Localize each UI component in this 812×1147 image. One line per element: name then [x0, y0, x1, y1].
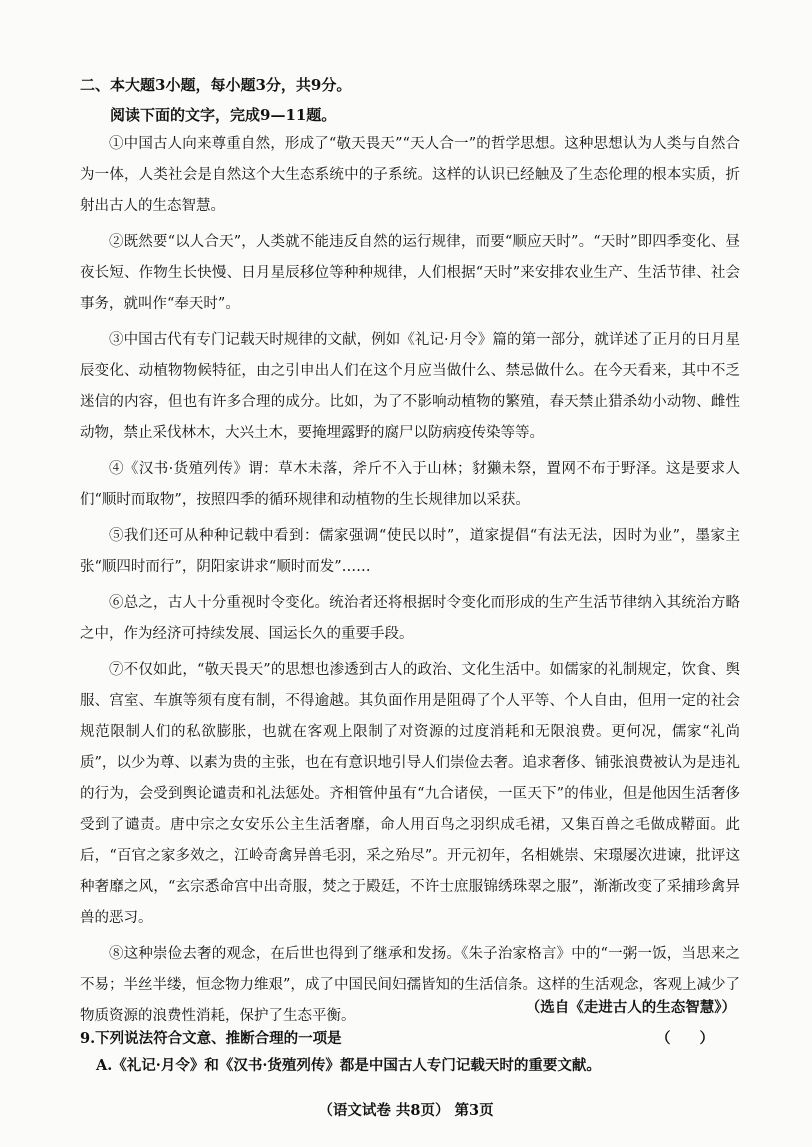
paragraph-8: ⑧这种崇俭去奢的观念，在后世也得到了继承和发扬。《朱子治家格言》中的“一粥一饭，当思来之不易；半丝半缕，恒念物力维艰”，成了中国民间妇孺皆知的生活信条。这样的生活观念，客观上减少了物质资源的浪费性消耗，保护了生态平衡。	[80, 946, 740, 1024]
option-a: A.《礼记·月令》和《汉书·货殖列传》都是中国古人专门记载天时的重要文献。	[96, 1057, 601, 1074]
paragraph-2: ②既然要“以人合天”，人类就不能违反自然的运行规律，而要“顺应天时”。“天时”即四季变化、昼夜长短、作物生长快慢、日月星辰移位等种种规律，人们根据“天时”来安排农业生产、生活节律、社会事务，就叫作“奉天时”。	[80, 234, 740, 312]
answer-blank: （ ）	[655, 1030, 726, 1047]
paragraph-6: ⑥总之，古人十分重视时令变化。统治者还将根据时令变化而形成的生产生活节律纳入其统治方略之中，作为经济可持续发展、国运长久的重要手段。	[80, 595, 740, 642]
paragraph-3: ③中国古代有专门记载天时规律的文献，例如《礼记·月令》篇的第一部分，就详述了正月的日月星辰变化、动植物物候特征，由之引申出人们在这个月应当做什么、禁忌做什么。在今天看来，其中不乏迷信的内容，但也有许多合理的成分。比如，为了不影响动植物的繁殖，春天禁止猎杀幼小动物、雌性动物，禁止采伐林木，大兴土木，要掩埋露野的腐尸以防病疫传染等等。	[80, 332, 740, 441]
passage-source: （选自《走进古人的生态智慧》）	[525, 999, 736, 1016]
page-footer: （语文试卷 共8页） 第3页	[318, 1102, 494, 1119]
question-9	[80, 1027, 740, 1075]
paragraph-7: ⑦不仅如此，“敬天畏天”的思想也渗透到古人的政治、文化生活中。如儒家的礼制规定，饮食、舆服、宫室、车旗等须有度有制，不得逾越。其负面作用是阻碍了个人平等、个人自由，但用一定的社会规范限制人们的私欲膨胀，也就在客观上限制了对资源的过度消耗和无限浪费。更何况，儒家“礼尚质”，以少为尊、以素为贵的主张，也在有意识地引导人们崇俭去奢。追求奢侈、铺张浪费被认为是违礼的行为，会受到舆论谴责和礼法惩处。齐相管仲虽有“九合诸侯，一匡天下”的伟业，但是他因生活奢侈受到了谴责。唐中宗之女安乐公主生活奢靡，命人用百鸟之羽织成毛裙，又集百兽之毛做成鞯面。此后，“百官之家多效之，江岭奇禽异兽毛羽，采之殆尽”。开元初年，名相姚崇、宋璟屡次进谏，批评这种奢靡之风，“玄宗悉命宫中出奇服，焚之于殿廷，不许士庶服锦绣珠翠之服”，渐渐改变了采捕珍禽异兽的恶习。	[80, 662, 740, 926]
paragraph-5: ⑤我们还可从种种记载中看到：儒家强调“使民以时”，道家提倡“有法无法，因时为业”，墨家主张“顺四时而行”，阴阳家讲求“顺时而发”……	[80, 528, 740, 575]
reading-instruction: 阅读下面的文字，完成9—11题。	[110, 106, 337, 124]
question-stem: 9.下列说法符合文意、推断合理的一项是	[80, 1030, 342, 1047]
reading-passage	[80, 129, 740, 1032]
question-stem-row	[80, 1027, 740, 1048]
paragraph-1: ①中国古人向来尊重自然，形成了“敬天畏天”“天人合一”的哲学思想。这种思想认为人类与自然合为一体，人类社会是自然这个大生态系统中的子系统。这样的认识已经触及了生态伦理的根本实质，折射出古人的生态智慧。	[80, 136, 740, 214]
paragraph-4: ④《汉书·货殖列传》谓：草木未落，斧斤不入于山林；豺獭未祭，置网不布于野泽。这是要求人们“顺时而取物”，按照四季的循环规律和动植物的生长规律加以采获。	[80, 461, 740, 508]
section-heading: 二、本大题3小题，每小题3分，共9分。	[80, 76, 352, 94]
